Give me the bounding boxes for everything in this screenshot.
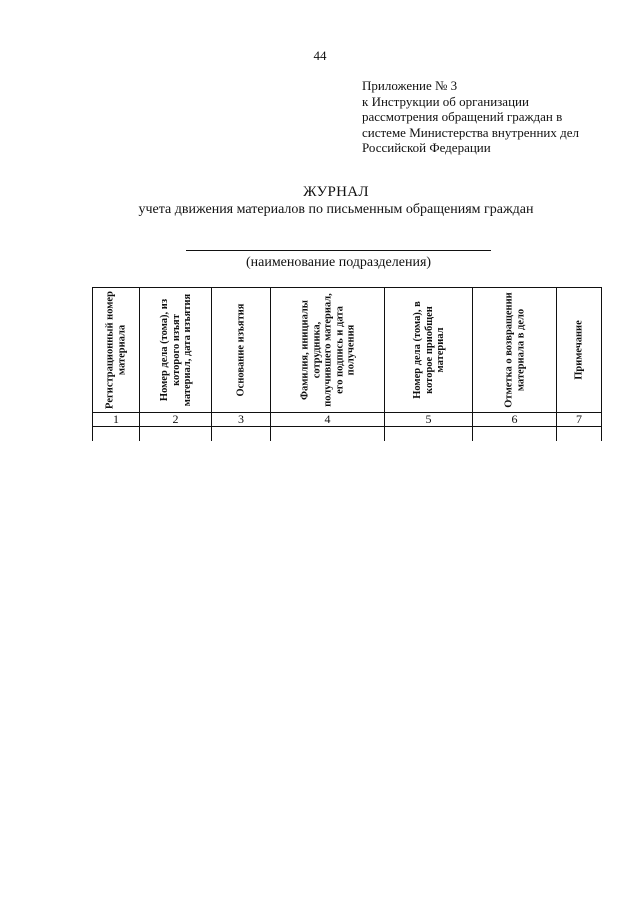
column-header-text: Отметка о возвращении материала в дело	[503, 292, 526, 408]
column-header	[140, 288, 212, 413]
appendix-line: Российской Федерации	[362, 140, 491, 155]
column-header	[473, 288, 557, 413]
column-header	[557, 288, 602, 413]
page-number: 44	[313, 48, 327, 63]
appendix-line: Приложение № 3	[362, 78, 458, 93]
table-cell	[212, 427, 271, 442]
table-cell	[93, 427, 140, 442]
column-number: 7	[557, 413, 602, 427]
table-cell	[557, 427, 602, 442]
journal-subtitle: учета движения материалов по письменным обращениям граждан	[138, 202, 534, 217]
table-cell	[140, 427, 212, 442]
column-header-text: Основание изъятия	[235, 303, 247, 397]
column-header-text: Номер дела (тома), в которое приобщен материал	[411, 301, 446, 399]
table-header-row	[93, 288, 602, 413]
column-header	[212, 288, 271, 413]
journal-title: ЖУРНАЛ	[303, 184, 369, 200]
column-number: 1	[93, 413, 140, 427]
table-cell	[473, 427, 557, 442]
table-row	[93, 427, 602, 442]
column-header	[385, 288, 473, 413]
column-header-text: Номер дела (тома), из которого изъят материал, дата изъятия	[158, 293, 193, 407]
appendix-block	[362, 78, 632, 156]
table-cell	[271, 427, 385, 442]
column-header-text: Регистрационный номер материала	[104, 291, 127, 409]
table-cell	[385, 427, 473, 442]
column-header	[93, 288, 140, 413]
appendix-line: рассмотрения обращений граждан в	[362, 109, 563, 124]
table-number-row	[93, 413, 602, 427]
column-number: 6	[473, 413, 557, 427]
column-number: 3	[212, 413, 271, 427]
subdivision-line	[186, 250, 491, 251]
column-header-text: Фамилия, инициалы сотрудника, получившего материал, его подпись и дата получения	[298, 293, 356, 407]
appendix-line: к Инструкции об организации	[362, 93, 529, 109]
subdivision-caption: (наименование подразделения)	[245, 255, 432, 270]
appendix-line: системе Министерства внутренних дел	[362, 124, 579, 140]
column-number: 4	[271, 413, 385, 427]
column-number: 2	[140, 413, 212, 427]
column-header	[271, 288, 385, 413]
column-number: 5	[385, 413, 473, 427]
column-header-text: Примечание	[573, 320, 585, 380]
journal-table	[92, 287, 602, 441]
